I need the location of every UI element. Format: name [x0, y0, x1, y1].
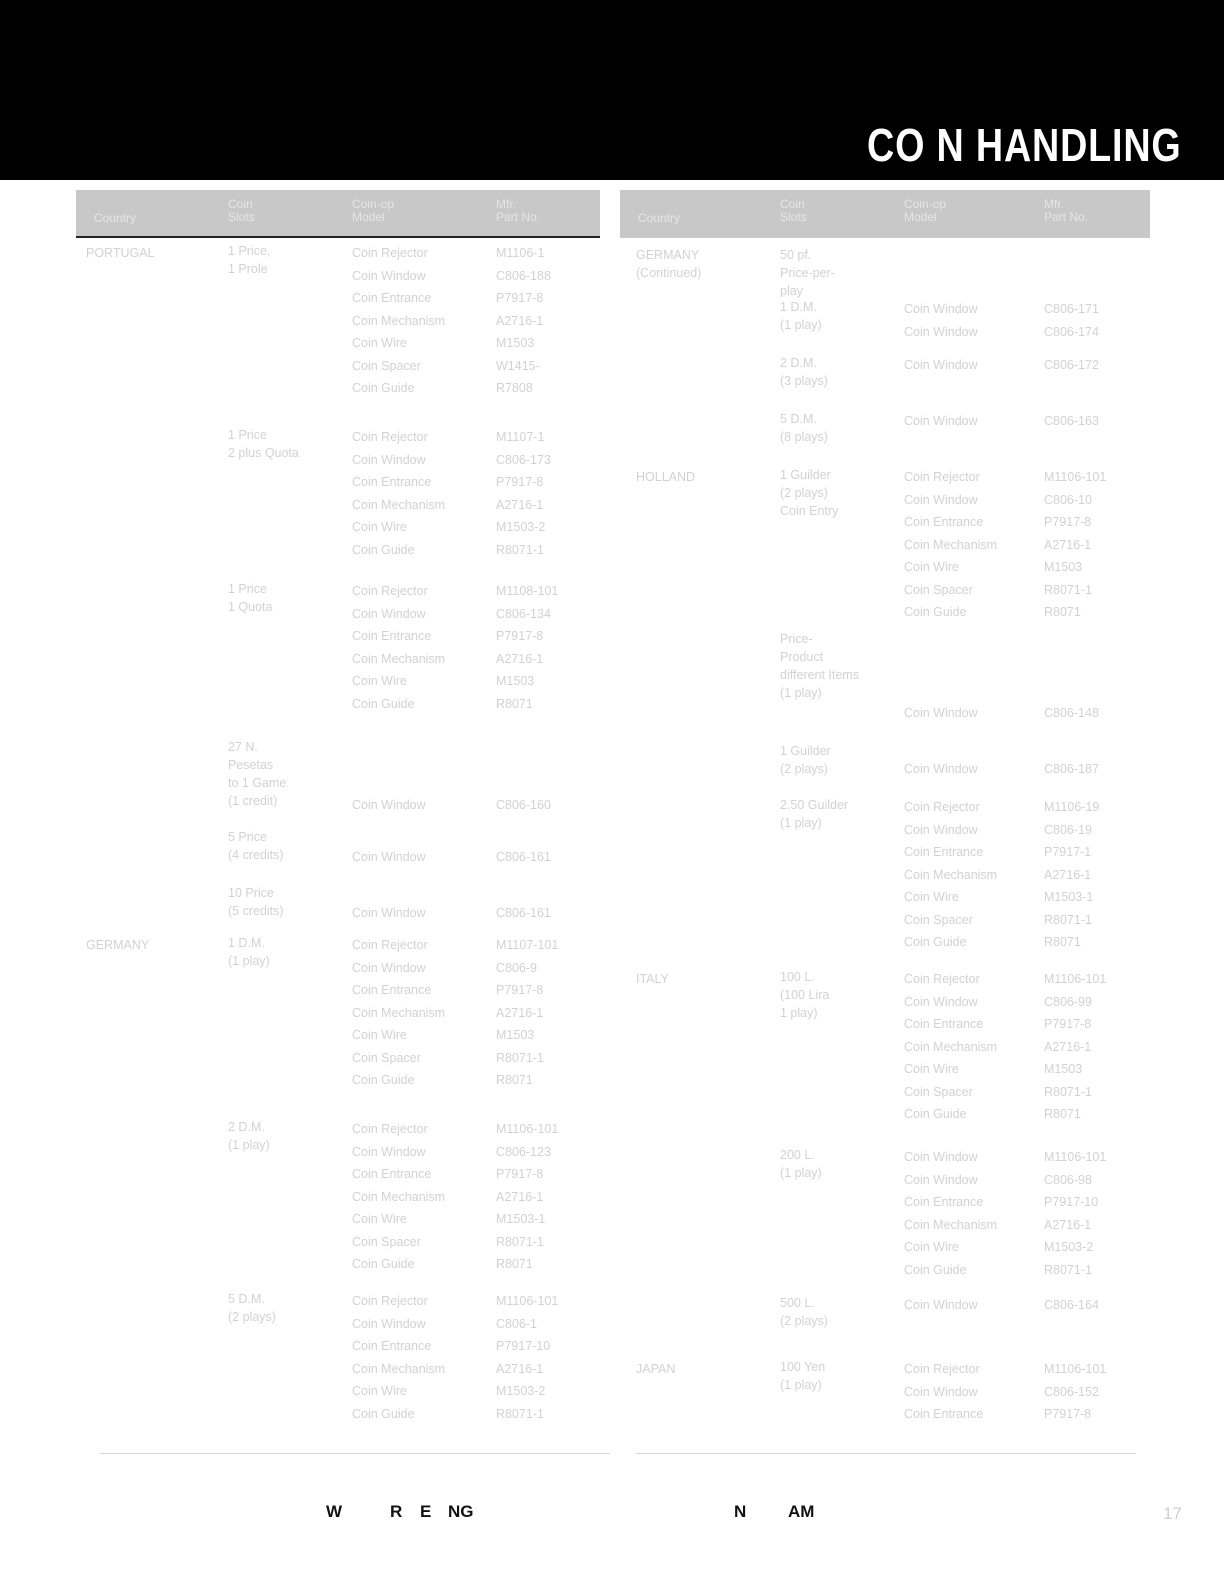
part-no-cell: C806-171 C806-174 — [1044, 302, 1099, 339]
header-coin-op-model: Coin-op Model — [352, 197, 395, 224]
header-coin-slots: Coin Slots — [780, 197, 807, 224]
coin-slots-cell: 5 D.M. (2 plays) — [228, 1292, 276, 1324]
footer — [0, 1502, 1224, 1526]
part-no-cell: M1106-101 C806-10 P7917-8 A2716-1 M1503 R8071-1 R8071 — [1044, 470, 1107, 619]
coin-slots-cell: 1 Guilder (2 plays) — [780, 744, 831, 776]
coin-slots-cell: 10 Price (5 credits) — [228, 886, 284, 918]
coin-op-model-cell: Coin Window — [904, 1298, 978, 1312]
part-no-cell: M1106-101 C806-152 P7917-8 — [1044, 1362, 1107, 1421]
footer-text: NG — [448, 1502, 474, 1521]
coin-op-model-cell: Coin Window — [352, 798, 426, 812]
coin-slots-cell: 2 D.M. (3 plays) — [780, 356, 828, 388]
coin-op-model-cell: Coin Rejector Coin Window Coin Entrance Coin Mechanism Coin Wire Coin Spacer Coin Guide — [904, 972, 998, 1121]
coin-op-model-cell: Coin Window — [904, 414, 978, 428]
country-cell: GERMANY — [86, 938, 150, 952]
coin-slots-cell: 2.50 Guilder (1 play) — [780, 798, 849, 830]
coin-op-model-cell: Coin Rejector Coin Window Coin Entrance Coin Mechanism Coin Wire Coin Guide — [352, 430, 446, 557]
footer-rule-left — [100, 1453, 610, 1454]
page-title: CO N HANDLING — [867, 119, 1182, 171]
header-rule — [76, 236, 600, 238]
part-no-cell: M1107-1 C806-173 P7917-8 A2716-1 M1503-2 R8071-1 — [496, 430, 551, 557]
part-no-cell: M1106-101 C806-98 P7917-10 A2716-1 M1503-2 R8071-1 — [1044, 1150, 1107, 1277]
part-no-cell: M1106-101 C806-1 P7917-10 A2716-1 M1503-2 R8071-1 — [496, 1294, 559, 1421]
footer-rule-right — [636, 1453, 1136, 1454]
header-coin-op-model: Coin-op Model — [904, 197, 947, 224]
part-no-cell: C806-164 — [1044, 1298, 1099, 1312]
coin-slots-cell: 50 pf. Price-per- play — [780, 248, 835, 298]
header-country: Country — [94, 211, 137, 225]
part-no-cell: M1106-101 C806-99 P7917-8 A2716-1 M1503 R8071-1 R8071 — [1044, 972, 1107, 1121]
coin-slots-cell: 100 Yen (1 play) — [780, 1360, 826, 1392]
country-cell: ITALY — [636, 972, 669, 986]
coin-op-model-cell: Coin Window — [352, 850, 426, 864]
coin-op-model-cell: Coin Window — [904, 358, 978, 372]
coin-slots-cell: 27 N. Pesetas to 1 Game (1 credit) — [228, 740, 287, 808]
country-cell: GERMANY (Continued) — [636, 248, 702, 280]
coin-slots-cell: 1 D.M. (1 play) — [780, 300, 822, 332]
part-no-cell: C806-148 — [1044, 706, 1099, 720]
coin-op-model-cell: Coin Rejector Coin Window Coin Entrance Coin Mechanism Coin Wire Coin Spacer Coin Guide — [352, 246, 446, 395]
coin-slots-cell: 1 Price, 1 Prole — [228, 244, 271, 276]
coin-op-model-cell: Coin Window — [352, 906, 426, 920]
coin-op-model-cell: Coin Rejector Coin Window Coin Entrance Coin Mechanism Coin Wire Coin Spacer Coin Guide — [904, 800, 998, 949]
coin-op-model-cell: Coin Rejector Coin Window Coin Entrance Coin Mechanism Coin Wire Coin Spacer Coin Guide — [904, 470, 998, 619]
part-no-cell: C806-187 — [1044, 762, 1099, 776]
country-cell: PORTUGAL — [86, 246, 155, 260]
right-table-header — [620, 190, 1150, 238]
coin-slots-cell: 1 Guilder (2 plays) Coin Entry — [780, 468, 839, 518]
part-no-cell: M1107-101 C806-9 P7917-8 A2716-1 M1503 R8071-1 R8071 — [496, 938, 559, 1087]
part-no-cell: C806-161 — [496, 906, 551, 920]
footer-text: N — [734, 1502, 747, 1521]
right-table — [620, 190, 1150, 1421]
coin-slots-cell: 1 Price 2 plus Quota — [228, 428, 299, 460]
header-part-no: Mfr. Part No. — [1044, 197, 1089, 224]
part-no-cell: C806-161 — [496, 850, 551, 864]
part-no-cell: C806-172 — [1044, 358, 1099, 372]
part-no-cell: M1106-19 C806-19 P7917-1 A2716-1 M1503-1 R8071-1 R8071 — [1044, 800, 1100, 949]
coin-op-model-cell: Coin Rejector Coin Window Coin Entrance Coin Mechanism Coin Wire Coin Spacer Coin Guide — [352, 938, 446, 1087]
coin-slots-cell: 5 D.M. (8 plays) — [780, 412, 828, 444]
coin-slots-cell: 1 D.M. (1 play) — [228, 936, 270, 968]
header-part-no: Mfr. Part No. — [496, 197, 541, 224]
coin-slots-cell: 1 Price 1 Quota — [228, 582, 273, 614]
left-table — [76, 190, 600, 1421]
part-no-cell: C806-160 — [496, 798, 551, 812]
coin-op-model-cell: Coin Rejector Coin Window Coin Entrance — [904, 1362, 984, 1421]
part-no-cell: M1108-101 C806-134 P7917-8 A2716-1 M1503 R8071 — [496, 584, 559, 711]
footer-text: E — [420, 1502, 432, 1521]
part-no-cell: C806-163 — [1044, 414, 1099, 428]
part-no-cell: M1106-1 C806-188 P7917-8 A2716-1 M1503 W1415- R7808 — [496, 246, 551, 395]
part-no-cell: M1106-101 C806-123 P7917-8 A2716-1 M1503-1 R8071-1 R8071 — [496, 1122, 559, 1271]
page-number: 17 — [1163, 1504, 1182, 1523]
coin-slots-cell: 2 D.M. (1 play) — [228, 1120, 270, 1152]
coin-op-model-cell: Coin Window — [904, 706, 978, 720]
footer-text: W — [326, 1502, 343, 1521]
coin-op-model-cell: Coin Window — [904, 762, 978, 776]
header-country: Country — [638, 211, 681, 225]
header-coin-slots: Coin Slots — [228, 197, 255, 224]
coin-op-model-cell: Coin Rejector Coin Window Coin Entrance Coin Mechanism Coin Wire Coin Guide — [352, 584, 446, 711]
coin-op-model-cell: Coin Window Coin Window Coin Entrance Coin Mechanism Coin Wire Coin Guide — [904, 1150, 998, 1277]
footer-text: R — [390, 1502, 403, 1521]
coin-slots-cell: 100 L. (100 Lira 1 play) — [780, 970, 830, 1020]
coin-slots-cell: 500 L. (2 plays) — [780, 1296, 828, 1328]
coin-op-model-cell: Coin Rejector Coin Window Coin Entrance Coin Mechanism Coin Wire Coin Guide — [352, 1294, 446, 1421]
left-table-header — [76, 190, 600, 238]
coin-op-model-cell: Coin Window Coin Window — [904, 302, 978, 339]
country-cell: HOLLAND — [636, 470, 696, 484]
coin-slots-cell: 200 L. (1 play) — [780, 1148, 822, 1180]
coin-slots-cell: 5 Price (4 credits) — [228, 830, 284, 862]
country-cell: JAPAN — [636, 1362, 676, 1376]
coin-slots-cell: Price- Product different Items (1 play) — [780, 632, 859, 700]
coin-op-model-cell: Coin Rejector Coin Window Coin Entrance Coin Mechanism Coin Wire Coin Spacer Coin Guide — [352, 1122, 446, 1271]
footer-text: AM — [788, 1502, 815, 1521]
